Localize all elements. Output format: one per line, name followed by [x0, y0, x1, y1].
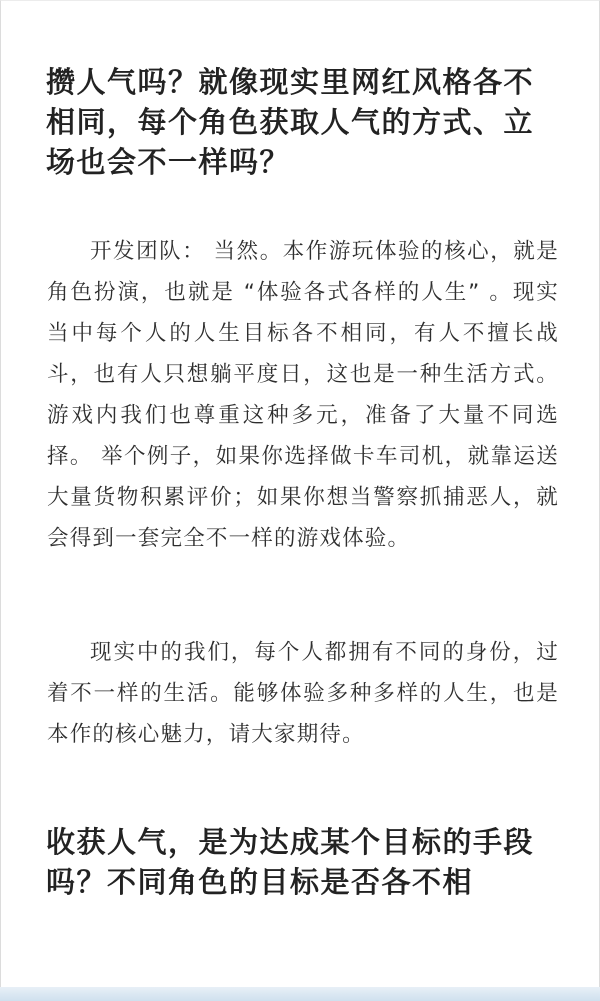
- answer-paragraph-roleplay: 开发团队： 当然。本作游玩体验的核心，就是角色扮演，也就是 “体验各式各样的人生” 。现实当中每个人的人生目标各不相同，有人不擅长战斗，也有人只想躺平度日，这也是一种生活方式。 游戏内我们也尊重这种多元，准备了大量不同选择。 举个例子，如果你选择做卡车司机，就靠运送大量货物积累评价；如果你想当警察抓捕恶人，就会得到一套完全不一样的游戏体验。: [47, 239, 559, 551]
- section-heading-popularity-style: 攒人气吗？就像现实里网红风格各不相同，每个角色获取人气的方式、立场也会不一样吗？: [46, 65, 535, 179]
- answer-paragraph-diverse-lives: 现实中的我们，每个人都拥有不同的身份，过着不一样的生活。能够体验多种多样的人生，也是本作的核心魅力，请大家期待。: [47, 640, 559, 747]
- bottom-decoration-band: [0, 987, 600, 1001]
- section-heading-popularity-goal: 收获人气，是为达成某个目标的手段吗？不同角色的目标是否各不相: [46, 825, 535, 899]
